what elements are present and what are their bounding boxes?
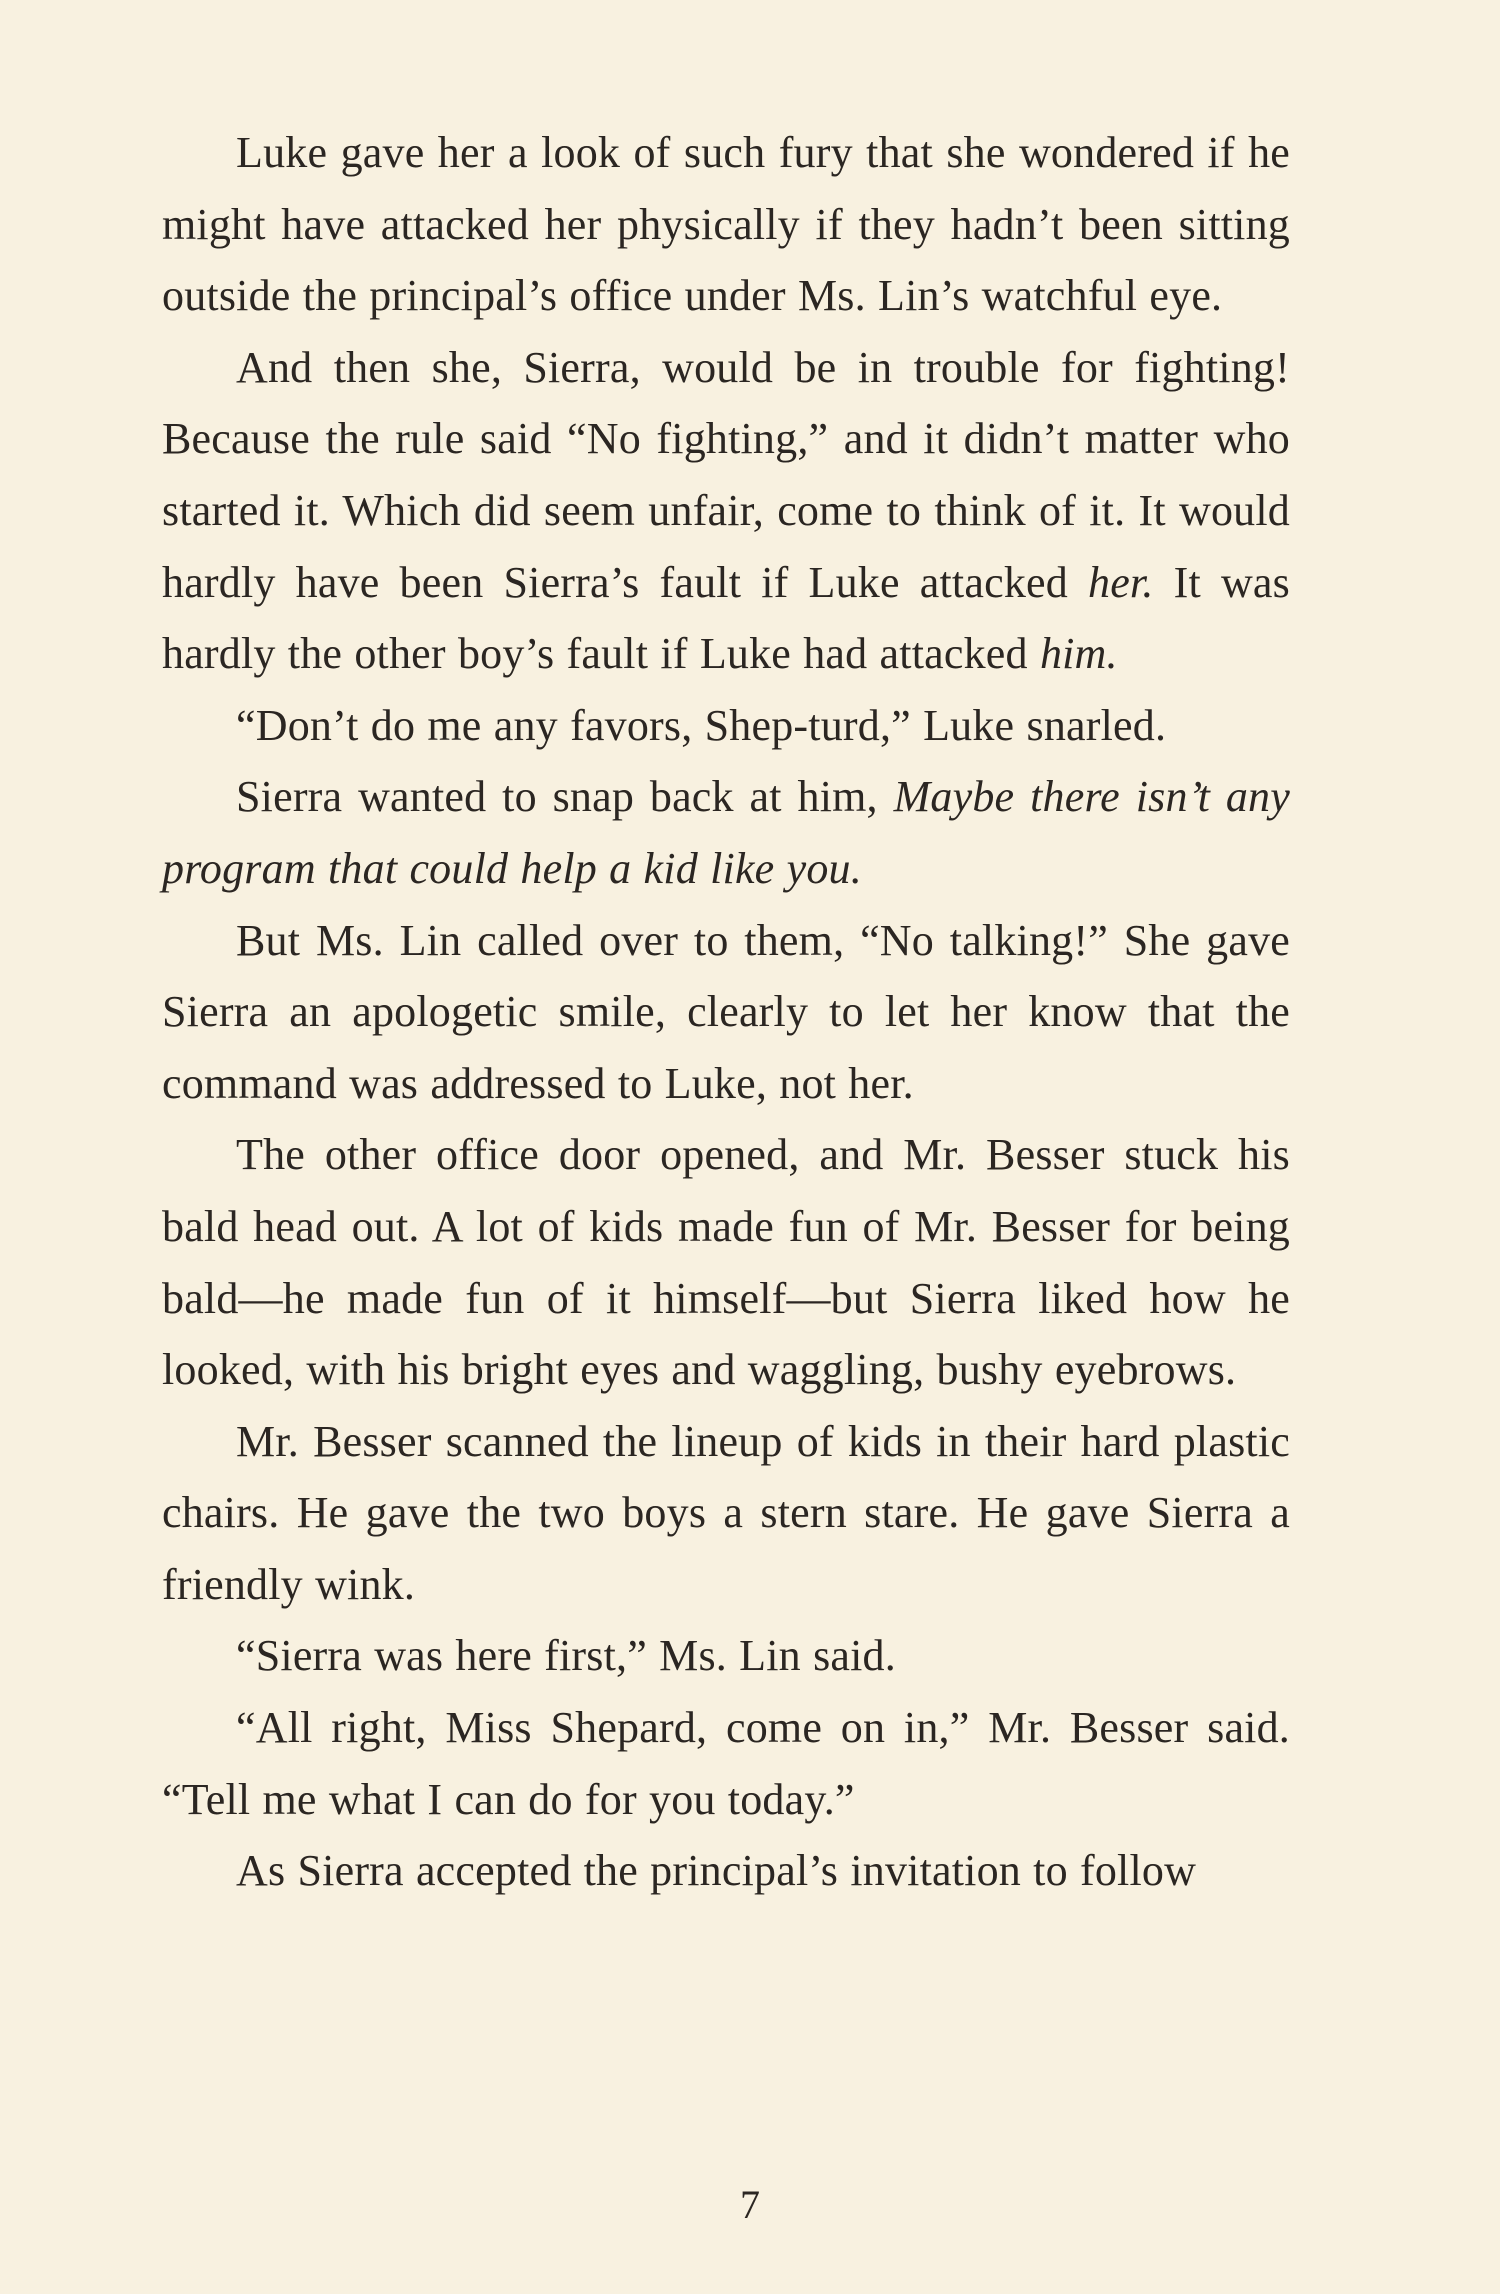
italic-segment: her.	[1088, 557, 1154, 607]
text-segment: “All right, Miss Shepard, come on in,” Mr. Besser said. “Tell me what I can do for you today.”	[162, 1703, 1290, 1824]
paragraph-9	[162, 1692, 1290, 1835]
text-segment: The other office door opened, and Mr. Besser stuck his bald head out. A lot of kids made fun of Mr. Besser for being bald—he made fun of it himself—but Sierra liked how he looked, with his bright eyes and waggling, bushy eyebrows.	[162, 1130, 1290, 1395]
paragraph-10	[162, 1835, 1290, 1907]
paragraph-5	[162, 905, 1290, 1120]
text-segment: But Ms. Lin called over to them, “No talking!” She gave Sierra an apologetic smile, clearly to let her know that the command was addressed to Luke, not her.	[162, 915, 1290, 1108]
paragraph-2	[162, 332, 1290, 690]
italic-segment: him.	[1039, 629, 1118, 679]
text-segment: “Don’t do me any favors, Shep-turd,” Luke snarled.	[236, 700, 1167, 750]
page-number: 7	[740, 2182, 760, 2227]
paragraph-4	[162, 761, 1290, 904]
text-segment: As Sierra accepted the principal’s invitation to follow	[236, 1846, 1197, 1896]
text-segment: It was hardly the other boy’s fault if Luke had attacked	[162, 557, 1290, 679]
paragraph-1	[162, 117, 1290, 332]
paragraph-7	[162, 1406, 1290, 1621]
text-segment: “Sierra was here first,” Ms. Lin said.	[236, 1631, 896, 1681]
text-segment: Mr. Besser scanned the lineup of kids in their hard plastic chairs. He gave the two boys a stern stare. He gave Sierra a friendly wink.	[162, 1416, 1290, 1609]
paragraph-8	[162, 1620, 1290, 1692]
text-segment: And then she, Sierra, would be in trouble for fighting! Because the rule said “No fighting,” and it didn’t matter who started it. Which did seem unfair, come to think of it. It would hardly have been Sierra’s fault if Luke attacked	[162, 342, 1290, 607]
paragraph-3	[162, 690, 1290, 762]
text-segment: Sierra wanted to snap back at him,	[236, 772, 894, 822]
italic-segment: Maybe there isn’t any program that could help a kid like you.	[162, 772, 1290, 893]
body-text	[162, 117, 1290, 1907]
paragraph-6	[162, 1119, 1290, 1405]
text-segment: Luke gave her a look of such fury that she wondered if he might have attacked her physically if they hadn’t been sitting outside the principal’s office under Ms. Lin’s watchful eye.	[162, 128, 1290, 321]
